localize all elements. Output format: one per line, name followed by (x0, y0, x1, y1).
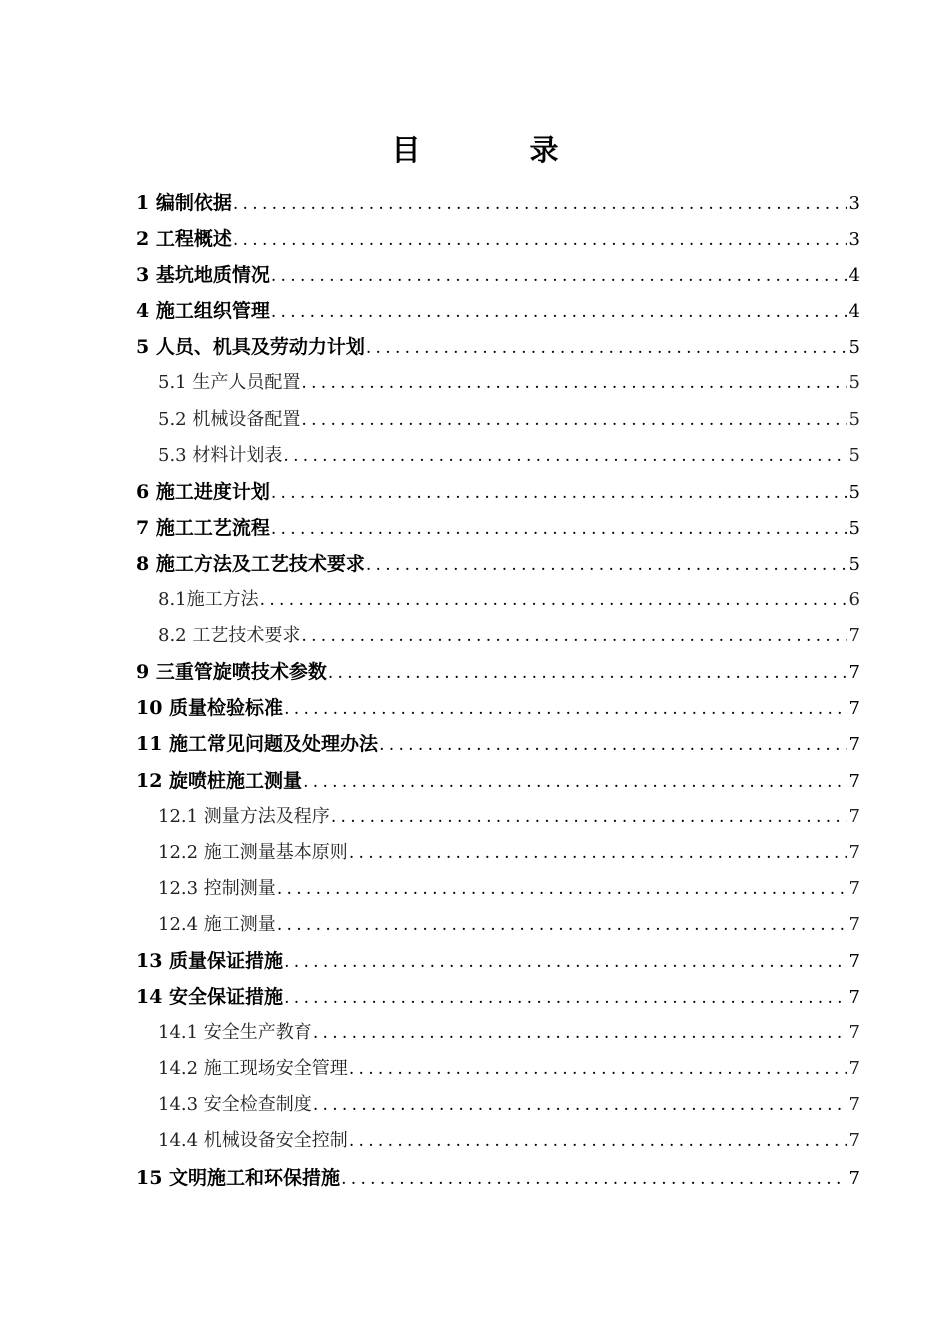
toc-page-number: 7 (848, 662, 860, 684)
toc-entry[interactable] (136, 1160, 860, 1196)
toc-entry[interactable] (136, 293, 860, 329)
toc-entry-label: 3 基坑地质情况 (136, 264, 270, 287)
toc-page-number: 4 (848, 265, 860, 287)
toc-dot-leader (277, 871, 847, 907)
toc-entry-label: 7 施工工艺流程 (136, 516, 270, 539)
toc-entry[interactable] (136, 1051, 860, 1087)
toc-entry[interactable] (136, 257, 860, 293)
toc-entry[interactable] (136, 1123, 860, 1159)
toc-entry-label: 9 三重管旋喷技术参数 (136, 661, 327, 684)
toc-page-number: 6 (848, 589, 860, 611)
toc-dot-leader (260, 582, 847, 618)
toc-entry[interactable] (136, 654, 860, 690)
toc-dot-leader (284, 691, 846, 727)
toc-entry[interactable] (136, 1087, 860, 1123)
toc-dot-leader (341, 1161, 846, 1197)
toc-entry[interactable] (136, 799, 860, 835)
toc-entry[interactable] (136, 438, 860, 474)
toc-dot-leader (284, 944, 846, 980)
toc-page-number: 3 (848, 193, 860, 214)
toc-dot-leader (331, 799, 847, 835)
toc-entry-label: 6 施工进度计划 (136, 480, 270, 503)
toc-dot-leader (366, 547, 847, 583)
toc-entry-label: 13 质量保证措施 (136, 949, 284, 972)
toc-page-number: 7 (848, 805, 860, 827)
toc-dot-leader (379, 727, 846, 763)
toc-entry[interactable] (136, 907, 860, 943)
toc-page-number: 7 (848, 1130, 860, 1152)
toc-entry[interactable] (136, 365, 860, 401)
toc-page-number: 7 (848, 877, 860, 899)
toc-entry-label: 5 人员、机具及劳动力计划 (136, 336, 365, 359)
toc-entry[interactable] (136, 618, 860, 654)
toc-page-number: 7 (848, 950, 860, 972)
toc-dot-leader (271, 294, 847, 330)
toc-dot-leader (233, 186, 847, 222)
toc-page-number: 7 (848, 698, 860, 720)
toc-entry-label: 12.4 施工测量 (158, 913, 276, 935)
toc-dot-leader (283, 438, 846, 474)
toc-entry[interactable] (136, 979, 860, 1015)
toc-entry-label: 2 工程概述 (136, 228, 232, 251)
toc-page-number: 5 (848, 408, 860, 430)
toc-dot-leader (301, 618, 846, 654)
toc-title: 目 录 (391, 133, 599, 167)
toc-page-number: 5 (848, 372, 860, 394)
toc-page-number: 7 (848, 987, 860, 1009)
toc-entry-label: 5.2 机械设备配置 (158, 408, 301, 430)
toc-page-number: 4 (848, 301, 860, 323)
toc-page-number: 7 (848, 734, 860, 756)
toc-page-number: 5 (848, 481, 860, 503)
toc-dot-leader (284, 980, 846, 1016)
toc-entry-label: 1 编制依据 (136, 192, 232, 214)
toc-page-number: 7 (848, 1058, 860, 1080)
toc-dot-leader (233, 222, 847, 258)
toc-entry-label: 14.2 施工现场安全管理 (158, 1058, 348, 1080)
toc-entry-label: 11 施工常见问题及处理办法 (136, 733, 379, 756)
toc-dot-leader (366, 330, 847, 366)
toc-page-number: 7 (848, 1167, 860, 1189)
toc-entry[interactable] (136, 1015, 860, 1051)
toc-entry[interactable] (136, 726, 860, 762)
toc-entry-label: 12 旋喷桩施工测量 (136, 769, 303, 792)
toc-dot-leader (277, 907, 847, 943)
toc-entry[interactable] (136, 582, 860, 618)
toc-page-number: 5 (848, 337, 860, 359)
toc-dot-leader (271, 511, 847, 547)
toc-dot-leader (349, 1123, 847, 1159)
toc-entry[interactable] (136, 185, 860, 221)
toc-entry-label: 14.4 机械设备安全控制 (158, 1130, 348, 1152)
toc-dot-leader (328, 655, 847, 691)
toc-entry[interactable] (136, 546, 860, 582)
toc-entry[interactable] (136, 402, 860, 438)
toc-page-number: 7 (848, 1022, 860, 1044)
toc-entry[interactable] (136, 690, 860, 726)
toc-dot-leader (349, 1051, 847, 1087)
toc-dot-leader (301, 402, 846, 438)
toc-page-number: 7 (848, 625, 860, 647)
toc-entry-label: 12.2 施工测量基本原则 (158, 841, 348, 863)
toc-entry-label: 14 安全保证措施 (136, 986, 284, 1009)
toc-page-number: 7 (848, 770, 860, 792)
toc-page-number: 5 (848, 517, 860, 539)
toc-page-number: 7 (848, 841, 860, 863)
toc-entry-label: 4 施工组织管理 (136, 300, 270, 323)
toc-entry[interactable] (136, 835, 860, 871)
toc-dot-leader (271, 475, 847, 511)
toc-dot-leader (271, 258, 847, 294)
toc-entry-label: 14.1 安全生产教育 (158, 1022, 312, 1044)
toc-entry[interactable] (136, 474, 860, 510)
toc-page-number: 3 (848, 229, 860, 251)
toc-entry-label: 8.1施工方法 (158, 589, 259, 611)
toc-entry[interactable] (136, 943, 860, 979)
toc-dot-leader (349, 835, 847, 871)
toc-entry[interactable] (136, 510, 860, 546)
toc-page-number: 7 (848, 913, 860, 935)
toc-dot-leader (303, 764, 846, 800)
toc-entry[interactable] (136, 763, 860, 799)
toc-entry[interactable] (136, 871, 860, 907)
toc-entry-label: 14.3 安全检查制度 (158, 1094, 312, 1116)
toc-entry-label: 5.1 生产人员配置 (158, 372, 301, 394)
toc-entry-label: 10 质量检验标准 (136, 697, 284, 720)
toc-list (136, 185, 860, 1196)
toc-page-number: 5 (848, 553, 860, 575)
toc-entry-label: 15 文明施工和环保措施 (136, 1166, 341, 1189)
toc-dot-leader (301, 365, 846, 401)
toc-entry-label: 12.3 控制测量 (158, 877, 276, 899)
toc-dot-leader (313, 1087, 847, 1123)
toc-entry-label: 8 施工方法及工艺技术要求 (136, 552, 365, 575)
toc-entry-label: 5.3 材料计划表 (158, 444, 283, 466)
toc-entry[interactable] (136, 329, 860, 365)
toc-dot-leader (313, 1015, 847, 1051)
toc-page-number: 5 (848, 444, 860, 466)
toc-entry-label: 12.1 测量方法及程序 (158, 805, 330, 827)
toc-page-number: 7 (848, 1094, 860, 1116)
toc-entry[interactable] (136, 221, 860, 257)
toc-entry-label: 8.2 工艺技术要求 (158, 625, 301, 647)
